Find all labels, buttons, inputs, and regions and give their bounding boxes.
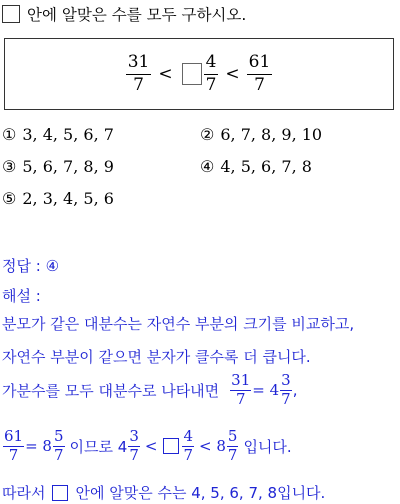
blank-box [163,438,179,454]
blank-box [182,63,202,85]
frac-denominator: 7 [205,74,217,95]
question-text: 안에 알맞은 수를 모두 구하시오. [27,6,247,24]
frac-denominator: 7 [235,389,246,408]
frac-denominator: 7 [254,74,265,95]
fraction-61-7 [247,51,273,95]
frac-numerator: 61 [247,54,273,75]
choice-text: 2, 3, 4, 5, 6 [22,189,114,208]
equals-text: = 8 [25,437,52,456]
frac-denominator: 7 [183,445,193,464]
line5-post-text: 안에 알맞은 수는 4, 5, 6, 7, 8입니다. [75,484,326,502]
explanation-line-4 [2,429,292,464]
frac-numerator: 4 [183,427,193,445]
explanation-line-5 [2,482,325,503]
fraction-31-7 [230,373,251,408]
comma: , [292,381,298,400]
explanation-line-3 [2,373,297,408]
choice-marker: ⑤ [2,189,17,208]
frac-numerator: 4 [204,54,219,75]
line4-mid-text: 이므로 4 [69,437,128,456]
fraction-4-7 [182,429,194,464]
line3-text: 가분수를 모두 대분수로 나타내면 [2,381,220,400]
fraction-4-7 [204,51,219,95]
less-than-symbol: < [225,64,240,84]
choice-1[interactable] [2,125,114,144]
frac-numerator: 5 [53,427,64,445]
choice-marker: ① [2,125,17,144]
choice-5[interactable] [2,189,114,208]
choice-marker: ③ [2,157,17,176]
less-than-symbol: < [144,437,158,456]
choice-text: 4, 5, 6, 7, 8 [220,157,312,176]
fraction-3-7 [128,429,140,464]
frac-denominator: 7 [281,389,291,408]
less-than-text: < 8 [199,437,226,456]
frac-denominator: 7 [129,445,139,464]
choice-2[interactable] [200,125,322,144]
fraction-31-7 [126,51,152,95]
choice-text: 6, 7, 8, 9, 10 [220,125,323,144]
explanation-label: 해설 : [2,287,41,305]
frac-numerator: 31 [231,371,251,389]
choice-3[interactable] [2,157,114,176]
frac-denominator: 7 [133,74,144,95]
frac-denominator: 7 [227,445,238,464]
frac-numerator: 3 [281,371,291,389]
fraction-3-7 [280,373,292,408]
line5-pre-text: 따라서 [2,484,46,502]
fraction-5-7 [227,429,239,464]
frac-denominator: 7 [8,445,19,464]
answer-label: 정답 : ④ [2,257,60,275]
frac-numerator: 3 [129,427,139,445]
question-line [2,3,246,25]
frac-numerator: 61 [4,427,24,445]
equals-text: = 4 [252,381,280,400]
choice-text: 5, 6, 7, 8, 9 [22,157,114,176]
choice-4[interactable] [200,157,312,176]
answer-box-icon [2,5,20,23]
choice-text: 3, 4, 5, 6, 7 [22,125,114,144]
frac-denominator: 7 [53,445,64,464]
choice-marker: ④ [200,157,215,176]
frac-numerator: 31 [126,54,152,75]
frac-numerator: 5 [227,427,238,445]
fraction-61-7 [3,429,24,464]
line4-tail-text: 입니다. [243,437,292,456]
choice-marker: ② [200,125,215,144]
inequality-box [4,38,394,110]
fraction-5-7 [53,429,65,464]
less-than-symbol: < [158,64,173,84]
explanation-line-1: 분모가 같은 대분수는 자연수 부분의 크기를 비교하고, [2,315,355,333]
explanation-line-2: 자연수 부분이 같으면 분자가 클수록 더 큽니다. [2,348,311,366]
blank-box [52,485,68,501]
